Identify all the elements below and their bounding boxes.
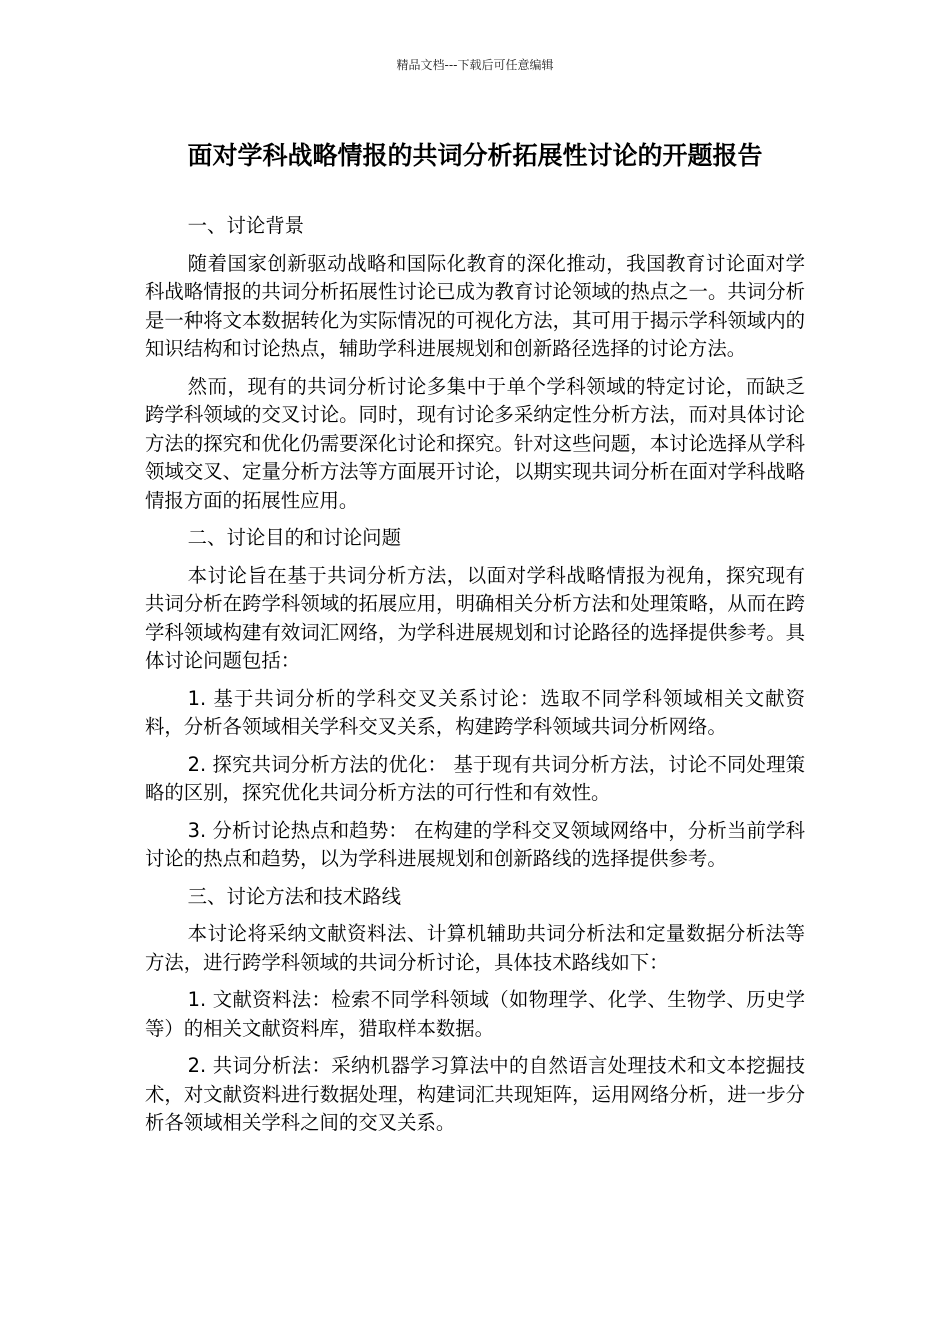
paragraph: 随着国家创新驱动战略和国际化教育的深化推动，我国教育讨论面对学科战略情报的共词分析拓展性讨论已成为教育讨论领域的热点之一。共词分析是一种将文本数据转化为实际情况的可视化方法，其可用于揭示学科领域内的知识结构和讨论热点，辅助学科进展规划和创新路径选择的讨论方法。 [145, 251, 805, 360]
section-heading-objectives: 二、讨论目的和讨论问题 [187, 526, 401, 549]
section-heading-background: 一、讨论背景 [187, 214, 305, 237]
paragraph: 本讨论旨在基于共词分析方法，以面对学科战略情报为视角，探究现有共词分析在跨学科领域的拓展应用，明确相关分析方法和处理策略，从而在跨学科领域构建有效词汇网络，为学科进展规划和讨论路径的选择提供参考。具体讨论问题包括： [145, 563, 805, 672]
header-note: 精品文档---下载后可任意编辑 [396, 58, 554, 72]
paragraph: 本讨论将采纳文献资料法、计算机辅助共词分析法和定量数据分析法等方法，进行跨学科领域的共词分析讨论，具体技术路线如下： [145, 922, 805, 974]
list-item: 2. 探究共词分析方法的优化： 基于现有共词分析方法，讨论不同处理策略的区别，探究优化共词分析方法的可行性和有效性。 [145, 752, 805, 804]
list-item: 2. 共词分析法：采纳机器学习算法中的自然语言处理技术和文本挖掘技术，对文献资料进行数据处理，构建词汇共现矩阵，运用网络分析，进一步分析各领域相关学科之间的交叉关系。 [145, 1054, 805, 1134]
list-item: 1. 文献资料法：检索不同学科领域（如物理学、化学、生物学、历史学等）的相关文献资料库，猎取样本数据。 [145, 988, 805, 1040]
section-heading-methods: 三、讨论方法和技术路线 [187, 884, 401, 908]
document-title: 面对学科战略情报的共词分析拓展性讨论的开题报告 [187, 141, 763, 170]
list-item: 1. 基于共词分析的学科交叉关系讨论：选取不同学科领域相关文献资料，分析各领域相关学科交叉关系，构建跨学科领域共词分析网络。 [145, 686, 805, 738]
list-item: 3. 分析讨论热点和趋势： 在构建的学科交叉领域网络中，分析当前学科讨论的热点和趋势，以为学科进展规划和创新路线的选择提供参考。 [145, 818, 805, 870]
paragraph: 然而，现有的共词分析讨论多集中于单个学科领域的特定讨论，而缺乏跨学科领域的交叉讨论。同时，现有讨论多采纳定性分析方法，而对具体讨论方法的探究和优化仍需要深化讨论和探究。针对这些问题，本讨论选择从学科领域交叉、定量分析方法等方面展开讨论，以期实现共词分析在面对学科战略情报方面的拓展性应用。 [145, 374, 805, 512]
document-body [145, 212, 805, 1147]
